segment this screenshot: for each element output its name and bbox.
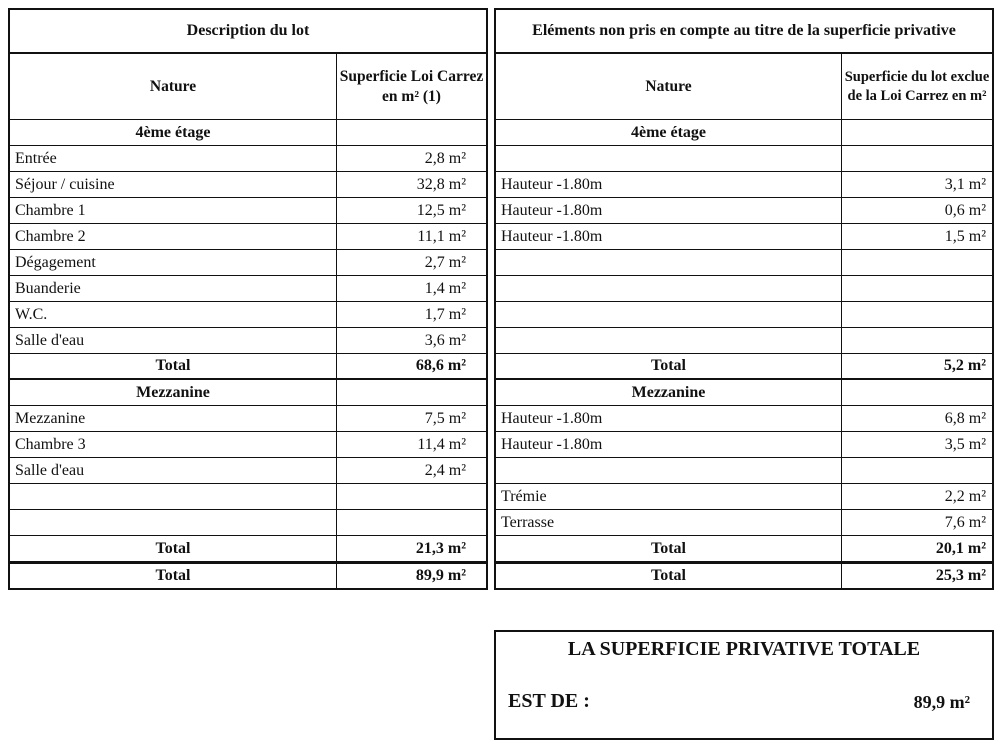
left-table-area-cell	[337, 354, 486, 378]
left-table-nature-text: Salle d'eau	[15, 461, 85, 479]
right-table-nature-text: Hauteur -1.80m	[501, 201, 603, 219]
left-table-nature-cell	[10, 380, 337, 405]
left-table-area-value: 2,4 m²	[424, 461, 466, 479]
left-table-nature-text: W.C.	[15, 305, 48, 323]
right-table-nature-cell	[496, 458, 842, 483]
left-table-area-value: 2,7 m²	[424, 253, 466, 271]
left-table-row	[10, 484, 486, 510]
left-table-nature-text: Buanderie	[15, 279, 81, 297]
right-table-area-value: 0,6 m²	[944, 201, 986, 219]
left-table-area-value: 21,3 m²	[415, 539, 466, 557]
right-table-area-cell	[842, 250, 992, 275]
left-table-nature-text: Total	[155, 567, 191, 584]
left-table-nature-cell	[10, 536, 337, 561]
right-table-area-value: 6,8 m²	[944, 409, 986, 427]
left-table-nature-cell	[10, 510, 337, 535]
right-table-nature-text: Total	[651, 567, 686, 584]
right-table-nature-cell	[496, 250, 842, 275]
right-table-row	[496, 406, 992, 432]
right-table-row	[496, 172, 992, 198]
right-table-area-value: 5,2 m²	[943, 357, 986, 374]
left-table-nature-text: Salle d'eau	[15, 331, 85, 349]
right-col2-header: Superficie du lot exclue de la Loi Carrez en m²	[844, 68, 990, 104]
right-table-area-value	[842, 302, 992, 327]
left-table-area-cell	[337, 120, 486, 145]
left-table-area-value: 12,5 m²	[416, 201, 466, 219]
left-table-area-cell	[337, 564, 486, 588]
right-table-nature-cell	[496, 354, 842, 378]
right-table-area-value: 25,3 m²	[935, 567, 986, 584]
right-table-area-value: 3,5 m²	[944, 435, 986, 453]
left-table-row	[10, 536, 486, 562]
left-table-nature-cell	[10, 224, 337, 249]
right-table-nature-cell	[496, 198, 842, 223]
left-table-area-cell	[337, 250, 486, 275]
right-table-area-cell	[842, 146, 992, 171]
right-table-row	[496, 198, 992, 224]
right-table-row	[496, 432, 992, 458]
left-table-area-cell	[337, 510, 486, 535]
left-table-row	[10, 276, 486, 302]
left-table-nature-cell	[10, 564, 337, 588]
right-table-row	[496, 224, 992, 250]
left-table-nature-text: Mezzanine	[15, 409, 86, 427]
right-table-nature-text: Total	[651, 539, 686, 557]
right-table-row	[496, 510, 992, 536]
left-table-area-cell	[337, 328, 486, 353]
left-table-nature-text: Chambre 3	[15, 435, 86, 453]
summary-heading: LA SUPERFICIE PRIVATIVE TOTALE	[567, 638, 921, 660]
left-col2-header: Superficie Loi Carrez en m² (1)	[339, 67, 484, 105]
left-table-row	[10, 510, 486, 536]
right-table-nature-text: 4ème étage	[630, 123, 707, 141]
right-table-nature-cell	[496, 328, 842, 353]
right-table-area-value: 1,5 m²	[944, 227, 986, 245]
left-table-area-value	[337, 120, 486, 145]
left-table-nature-cell	[10, 172, 337, 197]
left-table-area-value	[337, 380, 486, 405]
left-table-nature-text: 4ème étage	[135, 123, 211, 141]
right-table-row	[496, 328, 992, 354]
left-table-row	[10, 224, 486, 250]
right-table-area-cell	[842, 510, 992, 535]
right-table-nature-text: Hauteur -1.80m	[501, 227, 603, 245]
right-table-nature-text: Mezzanine	[631, 383, 706, 401]
right-table-nature-cell	[496, 536, 842, 561]
left-table-nature-cell	[10, 146, 337, 171]
right-table-nature-cell	[496, 276, 842, 301]
left-table-nature-text	[10, 510, 336, 535]
left-table-area-cell	[337, 172, 486, 197]
left-table-area-cell	[337, 224, 486, 249]
left-table-nature-text: Dégagement	[15, 253, 96, 271]
left-table-row	[10, 432, 486, 458]
right-table-nature-cell	[496, 432, 842, 457]
right-table-body	[496, 120, 992, 588]
right-table-area-cell	[842, 120, 992, 145]
left-table-area-value: 3,6 m²	[424, 331, 466, 349]
left-table-nature-cell	[10, 432, 337, 457]
left-table-nature-cell	[10, 458, 337, 483]
right-table-area-value	[842, 146, 992, 171]
left-table-row	[10, 120, 486, 146]
left-table	[8, 8, 488, 590]
left-table-row	[10, 250, 486, 276]
left-table-area-cell	[337, 458, 486, 483]
right-table-nature-text	[496, 328, 841, 353]
right-table-nature-cell	[496, 510, 842, 535]
left-table-nature-text: Entrée	[15, 149, 57, 167]
left-table-area-value: 68,6 m²	[415, 357, 466, 374]
right-table-area-cell	[842, 380, 992, 405]
right-table-header	[496, 54, 992, 120]
left-table-area-cell	[337, 484, 486, 509]
summary-label: EST DE :	[508, 690, 590, 712]
left-table-nature-text: Mezzanine	[136, 383, 210, 401]
left-table-nature-text: Chambre 2	[15, 227, 86, 245]
left-table-nature-cell	[10, 484, 337, 509]
right-table-area-value: 3,1 m²	[944, 175, 986, 193]
right-table-area-value	[842, 328, 992, 353]
right-table-nature-cell	[496, 172, 842, 197]
left-table-area-cell	[337, 406, 486, 431]
right-table-area-cell	[842, 432, 992, 457]
summary-value: 89,9 m²	[913, 692, 970, 712]
left-table-row	[10, 198, 486, 224]
right-table-area-value	[842, 276, 992, 301]
right-table-area-cell	[842, 536, 992, 561]
left-table-area-value: 89,9 m²	[415, 567, 466, 584]
right-table-nature-text: Total	[651, 357, 686, 374]
left-table-nature-text	[10, 484, 336, 509]
right-table-nature-cell	[496, 146, 842, 171]
left-table-nature-cell	[10, 198, 337, 223]
left-table-nature-cell	[10, 120, 337, 145]
right-table-nature-text	[496, 146, 841, 171]
right-table-nature-cell	[496, 224, 842, 249]
left-table-row	[10, 172, 486, 198]
right-table-nature-text	[496, 250, 841, 275]
right-table-area-value	[842, 250, 992, 275]
right-table-nature-cell	[496, 120, 842, 145]
right-table-nature-cell	[496, 564, 842, 588]
right-table-area-cell	[842, 564, 992, 588]
right-table-caption: Eléments non pris en compte au titre de la superficie privative	[496, 10, 992, 54]
right-table-row	[496, 458, 992, 484]
left-table-area-cell	[337, 198, 486, 223]
right-table-row	[496, 276, 992, 302]
left-table-row	[10, 302, 486, 328]
right-table-row	[496, 120, 992, 146]
left-table-row	[10, 146, 486, 172]
left-table-nature-cell	[10, 276, 337, 301]
right-table-nature-text: Hauteur -1.80m	[501, 435, 603, 453]
right-table-nature-text: Hauteur -1.80m	[501, 409, 603, 427]
right-table-area-cell	[842, 458, 992, 483]
left-table-area-cell	[337, 276, 486, 301]
right-table-area-value: 20,1 m²	[935, 539, 986, 557]
left-table-area-value: 11,1 m²	[417, 227, 466, 245]
total-summary-box	[494, 630, 994, 740]
left-table-nature-cell	[10, 354, 337, 378]
right-table-area-cell	[842, 276, 992, 301]
right-table-area-value	[842, 120, 992, 145]
right-table-row	[496, 146, 992, 172]
left-table-area-value: 7,5 m²	[424, 409, 466, 427]
left-table-caption: Description du lot	[10, 10, 486, 54]
right-table-nature-text: Trémie	[501, 487, 547, 505]
right-table-nature-cell	[496, 406, 842, 431]
right-table-nature-text	[496, 276, 841, 301]
left-table-row	[10, 328, 486, 354]
right-table-area-value	[842, 458, 992, 483]
left-table-row	[10, 380, 486, 406]
right-table-nature-cell	[496, 484, 842, 509]
right-table-area-cell	[842, 406, 992, 431]
left-col1-header: Nature	[10, 54, 337, 119]
left-table-nature-text: Séjour / cuisine	[15, 175, 115, 193]
right-table-area-cell	[842, 328, 992, 353]
right-table-area-cell	[842, 354, 992, 378]
right-table-nature-text	[496, 302, 841, 327]
left-table-nature-text: Total	[155, 357, 191, 374]
right-table-area-value: 2,2 m²	[944, 487, 986, 505]
right-table-area-value: 7,6 m²	[944, 513, 986, 531]
right-table-row	[496, 484, 992, 510]
left-table-row	[10, 354, 486, 380]
right-table-row	[496, 302, 992, 328]
left-table-row	[10, 406, 486, 432]
right-table-area-cell	[842, 224, 992, 249]
left-table-area-value: 32,8 m²	[416, 175, 466, 193]
left-table-body	[10, 120, 486, 588]
right-table-row	[496, 562, 992, 588]
left-table-area-value: 1,7 m²	[424, 305, 466, 323]
left-table-row	[10, 562, 486, 588]
left-table-area-cell	[337, 302, 486, 327]
left-table-row	[10, 458, 486, 484]
left-table-nature-cell	[10, 406, 337, 431]
right-table-nature-text: Hauteur -1.80m	[501, 175, 603, 193]
right-table-nature-cell	[496, 302, 842, 327]
left-table-area-value	[337, 510, 486, 535]
right-table-area-cell	[842, 484, 992, 509]
left-table-nature-text: Total	[155, 539, 191, 557]
right-table-nature-text	[496, 458, 841, 483]
left-table-nature-cell	[10, 302, 337, 327]
left-table-area-cell	[337, 146, 486, 171]
right-col1-header: Nature	[496, 54, 842, 119]
right-table-row	[496, 354, 992, 380]
right-table-row	[496, 250, 992, 276]
left-table-area-cell	[337, 432, 486, 457]
left-table-area-cell	[337, 536, 486, 561]
left-table-nature-cell	[10, 250, 337, 275]
right-table-row	[496, 380, 992, 406]
left-table-area-value: 1,4 m²	[424, 279, 466, 297]
right-table-nature-cell	[496, 380, 842, 405]
left-table-area-value	[337, 484, 486, 509]
right-table-row	[496, 536, 992, 562]
right-table-area-cell	[842, 172, 992, 197]
left-table-area-value: 2,8 m²	[424, 149, 466, 167]
left-table-area-cell	[337, 380, 486, 405]
right-table-nature-text: Terrasse	[501, 513, 555, 531]
right-table-area-cell	[842, 198, 992, 223]
left-table-header	[10, 54, 486, 120]
left-table-nature-text: Chambre 1	[15, 201, 86, 219]
right-table-area-value	[842, 380, 992, 405]
left-table-nature-cell	[10, 328, 337, 353]
left-table-area-value: 11,4 m²	[417, 435, 466, 453]
right-table-area-cell	[842, 302, 992, 327]
right-table	[494, 8, 994, 590]
